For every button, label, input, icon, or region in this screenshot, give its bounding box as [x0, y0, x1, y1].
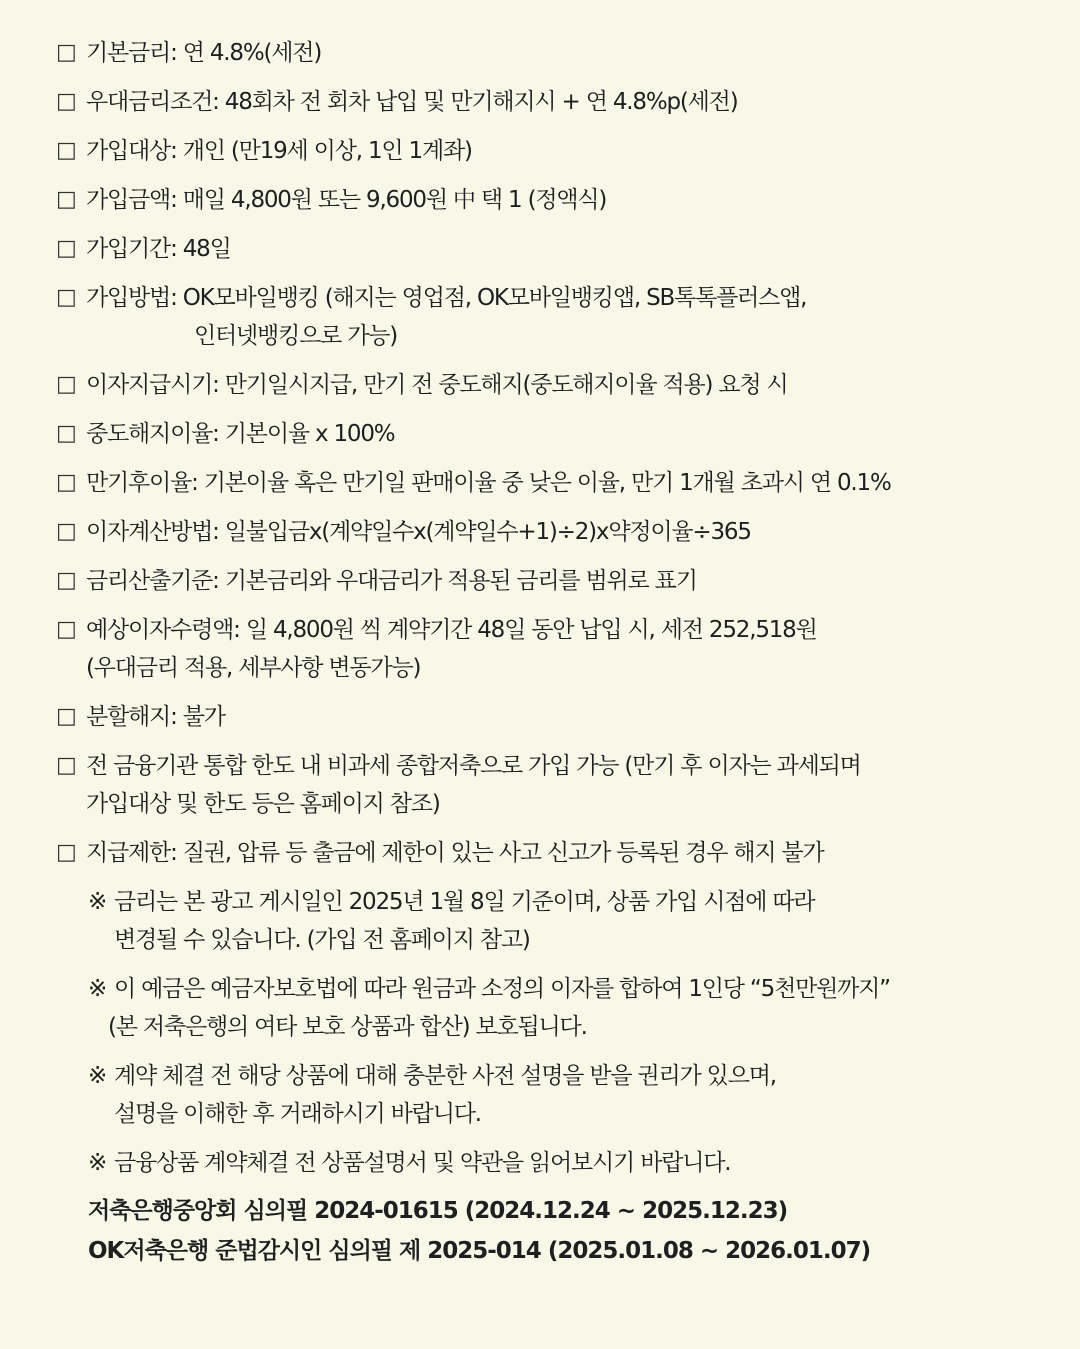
term-item — [56, 230, 1040, 268]
term-item — [56, 747, 1040, 823]
terms-list — [56, 34, 1040, 872]
term-text — [86, 83, 1040, 121]
checkbox-icon: □ — [56, 40, 76, 65]
checkbox-icon: □ — [56, 138, 76, 163]
reference-mark-icon: ※ — [88, 976, 107, 1002]
checkbox-icon: □ — [56, 470, 76, 495]
checkbox-icon: □ — [56, 236, 76, 261]
term-item — [56, 698, 1040, 736]
term-value: 일 4,800원 씩 계약기간 48일 동안 납입 시, 세전 252,518원 — [245, 617, 817, 643]
term-item — [56, 181, 1040, 219]
term-value: 매일 4,800원 또는 9,600원 中 택 1 (정액식) — [182, 187, 607, 213]
reference-mark-icon: ※ — [88, 889, 107, 915]
note-item — [88, 883, 1040, 959]
term-item — [56, 279, 1040, 355]
note-line: 설명을 이해한 후 거래하시기 바랍니다. — [114, 1101, 481, 1127]
term-item — [56, 415, 1040, 453]
term-item — [56, 834, 1040, 872]
term-value: 기본금리와 우대금리가 적용된 금리를 범위로 표기 — [224, 568, 697, 594]
checkbox-icon: □ — [56, 89, 76, 114]
term-text — [86, 698, 1040, 736]
term-label: 가입대상 : — [86, 138, 183, 164]
note-text — [114, 1144, 1040, 1182]
reference-mark-icon: ※ — [88, 1150, 107, 1176]
term-value: 48일 — [182, 236, 231, 262]
term-text — [86, 279, 1040, 355]
note-text — [114, 883, 1040, 959]
term-text — [86, 34, 1040, 72]
checkbox-icon: □ — [56, 617, 76, 642]
checkbox-icon: □ — [56, 519, 76, 544]
note-text — [114, 1057, 1040, 1133]
term-label: 가입기간 : — [86, 236, 183, 262]
term-value: 불가 — [182, 704, 225, 730]
note-line: 이 예금은 예금자보호법에 따라 원금과 소정의 이자를 합하여 1인당 “5천만원까지” — [114, 976, 890, 1002]
term-continuation: (우대금리 적용, 세부사항 변동가능) — [86, 655, 421, 681]
term-text — [86, 464, 1040, 502]
term-value: 48회차 전 회차 납입 및 만기해지시 + 연 4.8%p(세전) — [224, 89, 738, 115]
term-label: 이자계산방법 : — [86, 519, 225, 545]
term-text — [86, 132, 1040, 170]
term-label: 중도해지이율 : — [86, 421, 225, 447]
term-text — [86, 611, 1040, 687]
note-item — [88, 970, 1040, 1046]
term-value: 연 4.8%(세전) — [182, 40, 322, 66]
checkbox-icon: □ — [56, 704, 76, 729]
notes-list — [56, 883, 1040, 1182]
term-text — [86, 230, 1040, 268]
checkbox-icon: □ — [56, 421, 76, 446]
checkbox-icon: □ — [56, 285, 76, 310]
note-line: 변경될 수 있습니다. (가입 전 홈페이지 참고) — [114, 927, 530, 953]
term-item — [56, 513, 1040, 551]
term-item — [56, 83, 1040, 121]
term-value: 개인 (만19세 이상, 1인 1계좌) — [182, 138, 472, 164]
approval-info — [56, 1191, 1040, 1271]
term-label: 예상이자수령액 : — [86, 617, 246, 643]
term-label: 기본금리 : — [86, 40, 183, 66]
term-label: 분할해지 : — [86, 704, 183, 730]
term-item — [56, 34, 1040, 72]
checkbox-icon: □ — [56, 568, 76, 593]
term-label: 이자지급시기 : — [86, 372, 225, 398]
term-value: 전 금융기관 통합 한도 내 비과세 종합저축으로 가입 가능 (만기 후 이자는 과세되며 — [86, 753, 861, 779]
reference-mark-icon: ※ — [88, 1063, 107, 1089]
term-text — [86, 181, 1040, 219]
checkbox-icon: □ — [56, 372, 76, 397]
term-label: 가입금액 : — [86, 187, 183, 213]
term-value: 일불입금x(계약일수x(계약일수+1)÷2)x약정이율÷365 — [224, 519, 751, 545]
term-item — [56, 366, 1040, 404]
term-text — [86, 562, 1040, 600]
term-continuation: 가입대상 및 한도 등은 홈페이지 참조) — [86, 791, 440, 817]
note-text — [108, 970, 1040, 1046]
term-text — [86, 834, 1040, 872]
term-value: 기본이율 혹은 만기일 판매이율 중 낮은 이율, 만기 1개월 초과시 연 0.1% — [203, 470, 891, 496]
term-label: 금리산출기준 : — [86, 568, 225, 594]
note-item — [88, 1057, 1040, 1133]
checkbox-icon: □ — [56, 187, 76, 212]
term-item — [56, 464, 1040, 502]
note-line: 금리는 본 광고 게시일인 2025년 1월 8일 기준이며, 상품 가입 시점에 따라 — [114, 889, 815, 915]
approval-line-ok: OK저축은행 준법감시인 심의필 제 2025-014 (2025.01.08 ~ 2026.01.07) — [88, 1238, 871, 1264]
checkbox-icon: □ — [56, 753, 76, 778]
term-value: 만기일시지급, 만기 전 중도해지(중도해지이율 적용) 요청 시 — [224, 372, 788, 398]
term-item — [56, 611, 1040, 687]
note-line: (본 저축은행의 여타 보호 상품과 합산) 보호됩니다. — [108, 1014, 587, 1040]
note-item — [88, 1144, 1040, 1182]
term-label: 지급제한 : — [86, 840, 183, 866]
term-label: 만기후이율 : — [86, 470, 204, 496]
term-item — [56, 562, 1040, 600]
term-continuation: 인터넷뱅킹으로 가능) — [194, 323, 398, 349]
term-label: 우대금리조건 : — [86, 89, 225, 115]
checkbox-icon: □ — [56, 840, 76, 865]
term-value: 기본이율 x 100% — [224, 421, 395, 447]
term-item — [56, 132, 1040, 170]
term-text — [86, 415, 1040, 453]
term-text — [86, 747, 1040, 823]
term-text — [86, 366, 1040, 404]
term-value: 질권, 압류 등 출금에 제한이 있는 사고 신고가 등록된 경우 해지 불가 — [182, 840, 824, 866]
term-value: OK모바일뱅킹 (해지는 영업점, OK모바일뱅킹앱, SB톡톡플러스앱, — [182, 285, 807, 311]
note-line: 금융상품 계약체결 전 상품설명서 및 약관을 읽어보시기 바랍니다. — [114, 1150, 731, 1176]
note-line: 계약 체결 전 해당 상품에 대해 충분한 사전 설명을 받을 권리가 있으며, — [114, 1063, 776, 1089]
term-text — [86, 513, 1040, 551]
term-label: 가입방법 : — [86, 285, 183, 311]
approval-line-central: 저축은행중앙회 심의필 2024-01615 (2024.12.24 ~ 2025.12.23) — [88, 1198, 788, 1224]
